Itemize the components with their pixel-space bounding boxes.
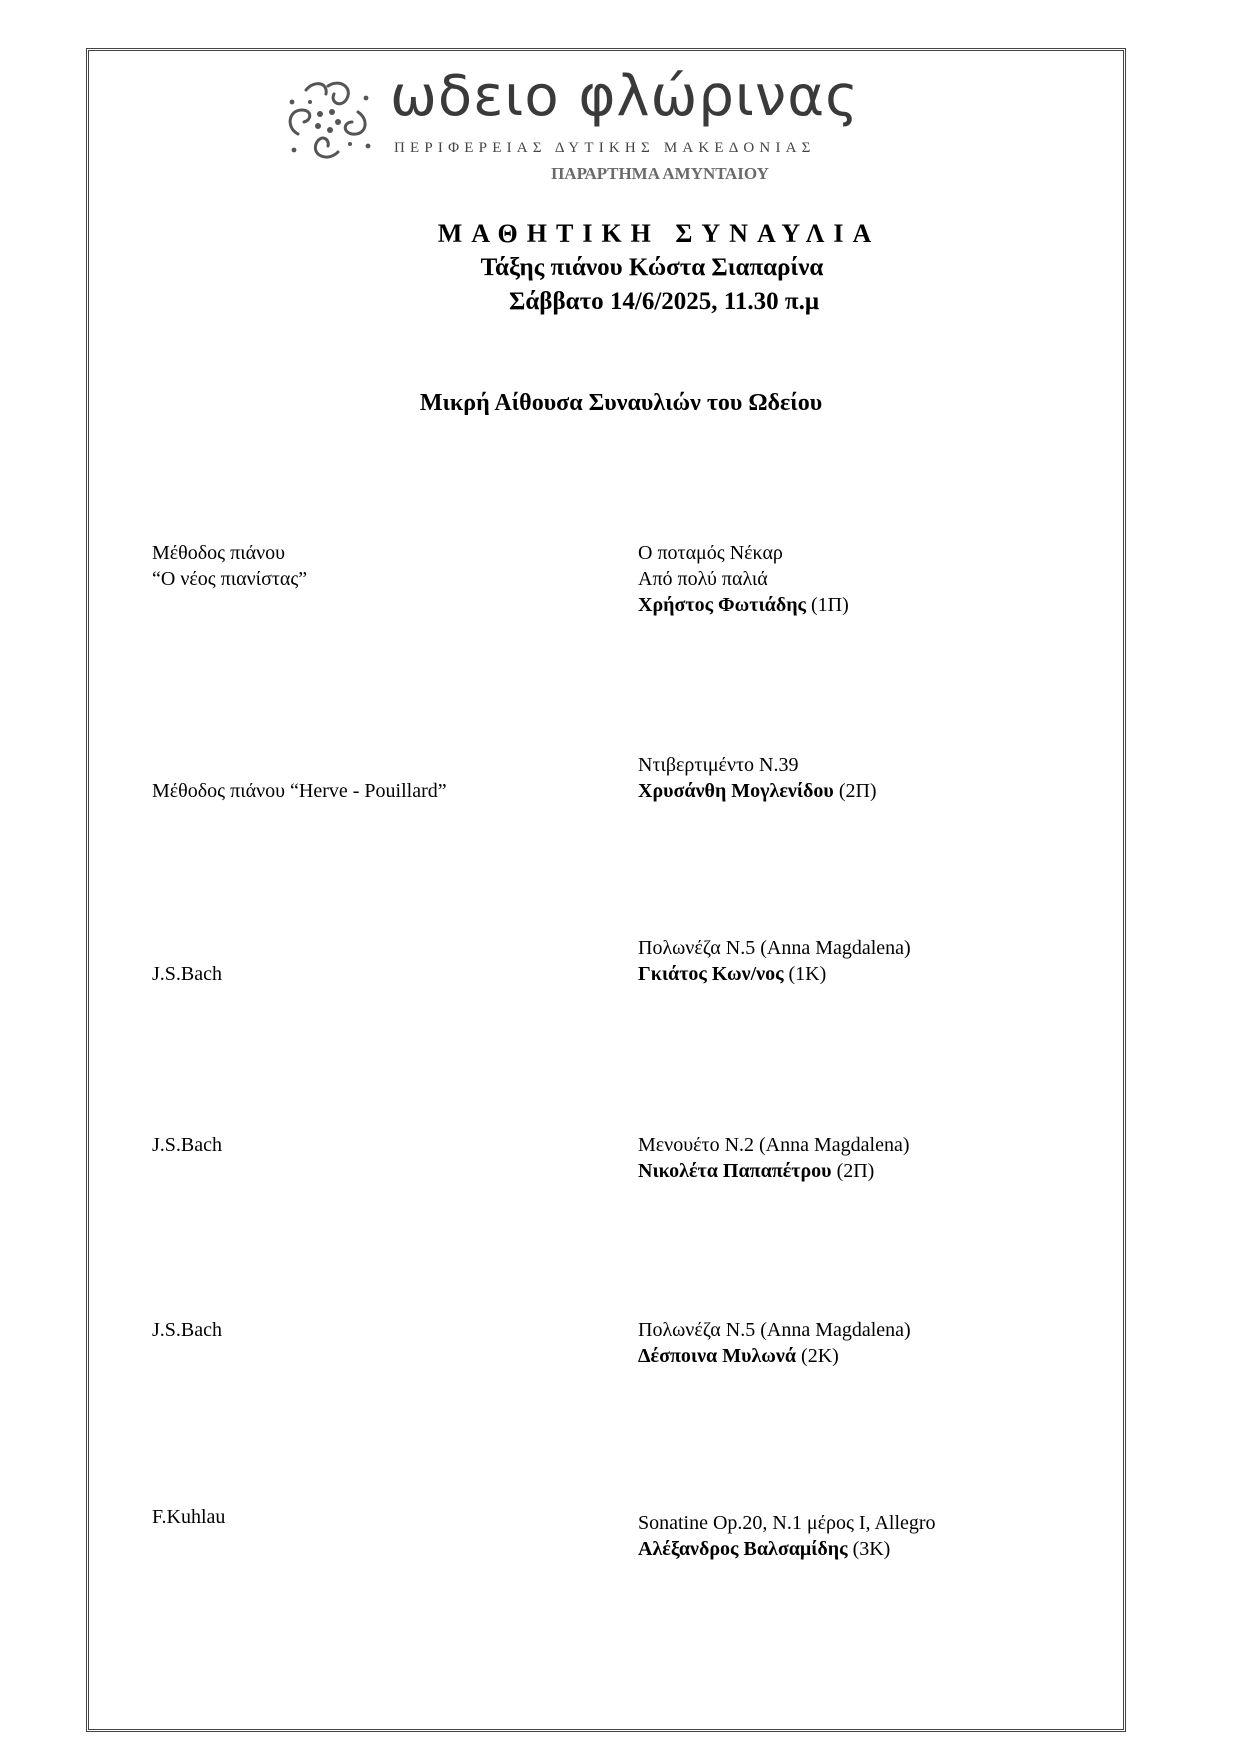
student-level: (2Π) (838, 780, 877, 802)
concert-venue: Μικρή Αίθουσα Συναυλιών του Ωδείου (419, 390, 823, 416)
composer-line: Μέθοδος πιάνου (152, 542, 286, 564)
piece-details (638, 935, 911, 987)
student-name: Χρυσάνθη Μογλενίδου (638, 780, 834, 802)
student-name: Αλέξανδρος Βαλσαμίδης (638, 1538, 848, 1560)
composer (152, 540, 307, 592)
composer (152, 1132, 222, 1158)
student-level: (2Κ) (801, 1345, 839, 1367)
piece-details (638, 1317, 911, 1369)
logo-name: ωδειο φλώρινας (390, 64, 859, 129)
piece-details (638, 752, 877, 804)
student-level: (3Κ) (852, 1538, 891, 1560)
composer-line: Μέθοδος πιάνου “Herve - Pouillard” (152, 780, 447, 802)
composer-line: J.S.Bach (152, 1134, 222, 1156)
composer (152, 961, 222, 987)
performer (638, 1536, 936, 1562)
piece-title: Ντιβερτιμέντο Ν.39 (638, 754, 799, 776)
piece-title: Πολωνέζα Ν.5 (Anna Magdalena) (638, 1319, 911, 1341)
student-name: Γκιάτος Κων/νος (638, 963, 784, 985)
performer (638, 1343, 911, 1369)
student-name: Δέσποινα Μυλωνά (638, 1345, 797, 1367)
piece-title: Sonatine Op.20, N.1 μέρος I, Allegro (638, 1512, 936, 1534)
performer (638, 961, 911, 987)
composer-line: “Ο νέος πιανίστας” (152, 568, 308, 590)
student-level: (2Π) (836, 1160, 875, 1182)
student-level: (1Κ) (788, 963, 827, 985)
concert-datetime: Σάββατο 14/6/2025, 11.30 π.μ (509, 288, 819, 315)
piece-details (638, 1132, 910, 1184)
composer-line: J.S.Bach (152, 1319, 222, 1341)
performer (638, 778, 877, 804)
concert-subtitle: Τάξης πιάνου Κώστα Σιαπαρίνα (480, 254, 824, 281)
piece-details (638, 540, 849, 618)
piece-details (638, 1510, 936, 1562)
composer-line: F.Kuhlau (152, 1506, 226, 1528)
piece-title: Μενουέτο Ν.2 (Anna Magdalena) (638, 1134, 910, 1156)
ornament-icon (280, 76, 376, 160)
concert-title: ΜΑΘΗΤΙΚΗ ΣΥΝΑΥΛΙΑ (437, 219, 881, 248)
performer (638, 1158, 910, 1184)
composer (152, 778, 447, 804)
performer (638, 592, 849, 618)
piece-title: Ο ποταμός Νέκαρ (638, 542, 783, 564)
conservatory-logo (280, 64, 900, 164)
logo-subtitle: ΠΕΡΙΦΕΡΕΙΑΣ ΔΥΤΙΚΗΣ ΜΑΚΕΔΟΝΙΑΣ (394, 140, 816, 156)
student-name: Χρήστος Φωτιάδης (638, 594, 806, 616)
piece-title: Πολωνέζα Ν.5 (Anna Magdalena) (638, 937, 911, 959)
branch-name: ΠΑΡΑΡΤΗΜΑ ΑΜΥΝΤΑΙΟΥ (551, 164, 769, 183)
composer (152, 1504, 225, 1530)
composer (152, 1317, 222, 1343)
student-name: Νικολέτα Παπαπέτρου (638, 1160, 832, 1182)
student-level: (1Π) (811, 594, 849, 616)
composer-line: J.S.Bach (152, 963, 222, 985)
piece-title: Από πολύ παλιά (638, 568, 768, 590)
